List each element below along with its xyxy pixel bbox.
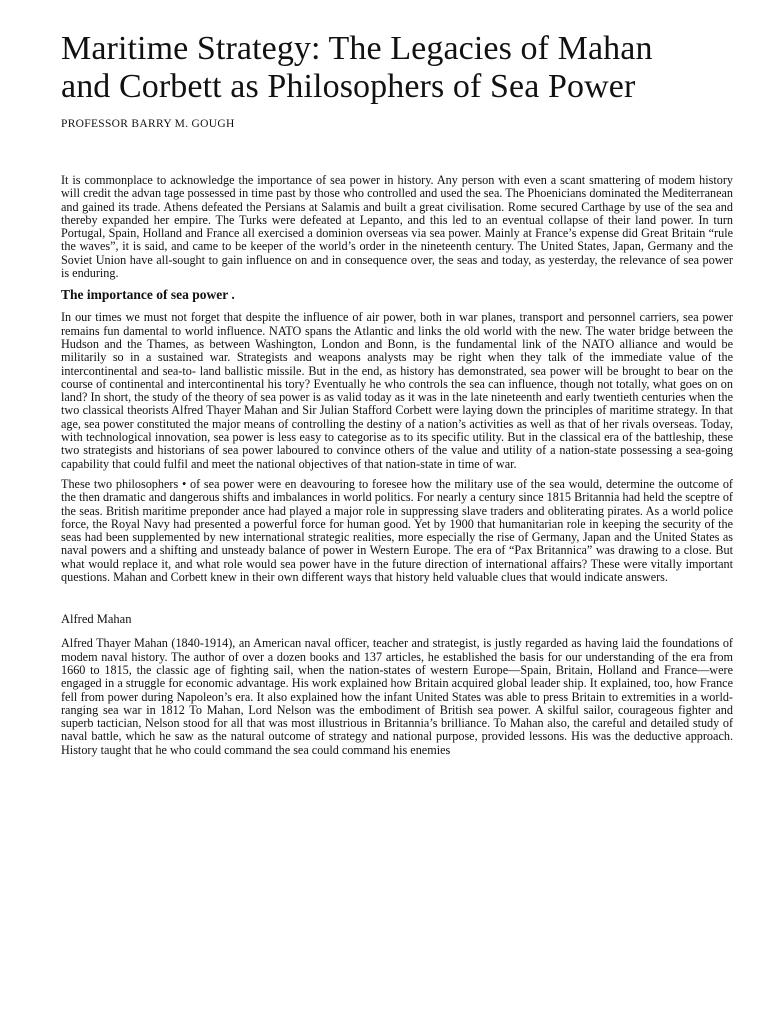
body-paragraph-mahan: Alfred Thayer Mahan (1840-1914), an American naval officer, teacher and strategist, is justly regarded as having laid the foundations of modem naval history. The author of over a dozen books and 137 articles, he established the basis for our understanding of the era from 1660 to 1815, the classic age of fighting sail, when the nation-states of western Europe—Spain, Britain, Holland and France—were engaged in a struggle for economic advantage. His work explained how Britain acquired global leader ship. It explained, too, how France fell from power during Napoleon’s era. It also explained how the infant United States was able to press Britain to extremities in a world-ranging sea war in 1812 To Mahan, Lord Nelson was the embodiment of British sea power. A skilful sailor, courageous fighter and superb tactician, Nelson stood for all that was most illustrious in Britannia’s brilliance. To Mahan also, the careful and detailed study of naval battle, which he saw as the natural outcome of strategy and national purpose, provided lessons. His was the deductive approach. History taught that he who could command the sea could command his enemies [61,636,733,757]
section-heading-mahan: Alfred Mahan [61,612,132,627]
body-paragraph-philosophers: These two philosophers • of sea power were en deavouring to foresee how the military use of the sea would, determine the outcome of the then dramatic and dangerous shifts and imbalances in world politics. For nearly a century since 1815 Britannia had held the sceptre of the seas. British maritime preponder ance had played a major role in suppressing slave traders and obliterating pirates. As a world police force, the Royal Navy had presented a powerful force for human good. Yet by 1900 that humanitarian role in keeping the security of the seas had been supplemented by new international strategic realities, more especially the rise of Germany, Japan and the United States as naval powers and a shifting and unsteady balance of power in Western Europe. The era of “Pax Britannica” was drawing to a close. But what would replace it, and what role would sea power have in the future direction of international affairs? These were vitally important questions. Mahan and Corbett knew in their own different ways that history held valuable clues that would indicate answers. [61,476,733,585]
body-paragraph-nato: In our times we must not forget that despite the influence of air power, both in war planes, transport and personnel carriers, sea power remains fun damental to world influence. NATO spans the Atlantic and links the old world with the new. The water bridge between the Hudson and the Thames, as between Washington, London and Bonn, is the fundamental link of the NATO alliance and would be militarily so in a sustained war. Strategists and weapons analysts may be right when they talk of the immediate value of the intercontinental and sea-to- land ballistic missile. But in the end, as history has demonstrated, sea power will be brought to bear on the course of continental and intercontinental his tory? Eventually he who controls the sea can influence, though not totally, what goes on on land? In short, the study of the theory of sea power is as valid today as it was in the late nineteenth and early twentieth centuries when the two classical theorists Alfred Thayer Mahan and Sir Julian Stafford Corbett were laying down the principles of maritime strategy. In that age, sea power constituted the major means of controlling the destiny of a nation’s activities as well as that of her rivals overseas. Today, with technological innovation, sea power is less easy to categorise as to its specific utility. But in the classical era of the battleship, these two strategists and historians of sea power laboured to convince others of the value and utility of a nation-state possessing a sea-going capability that could fulfil and meet the national objectives of that nation-state in time of war. [61,310,733,471]
author-line: PROFESSOR BARRY M. GOUGH [61,118,235,130]
document-title: Maritime Strategy: The Legacies of Mahan and Corbett as Philosophers of Sea Power [61,30,653,105]
intro-paragraph: It is commonplace to acknowledge the importance of sea power in history. Any person with even a scant smattering of modem history will credit the advan tage possessed in time past by those who controlled and used the sea. The Phoenicians dominated the Mediterranean and gained its trade. Athens defeated the Persians at Salamis and built a great civilisation. Rome secured Carthage by use of the sea and thereby expanded her empire. The Turks were defeated at Lepanto, and this led to an eventual collapse of their land power. In turn Portugal, Spain, Holland and France all exercised a dominion overseas via sea power. Mainly at France’s expense did Great Britain “rule the waves”, it is said, and came to be keeper of the world’s order in the nineteenth century. The United States, Japan, Germany and the Soviet Union have all-sought to gain influence on and in consequence over, the seas and today, as yesterday, the relevance of sea power is enduring. [61,173,733,281]
section-heading-importance: The importance of sea power . [61,287,235,303]
